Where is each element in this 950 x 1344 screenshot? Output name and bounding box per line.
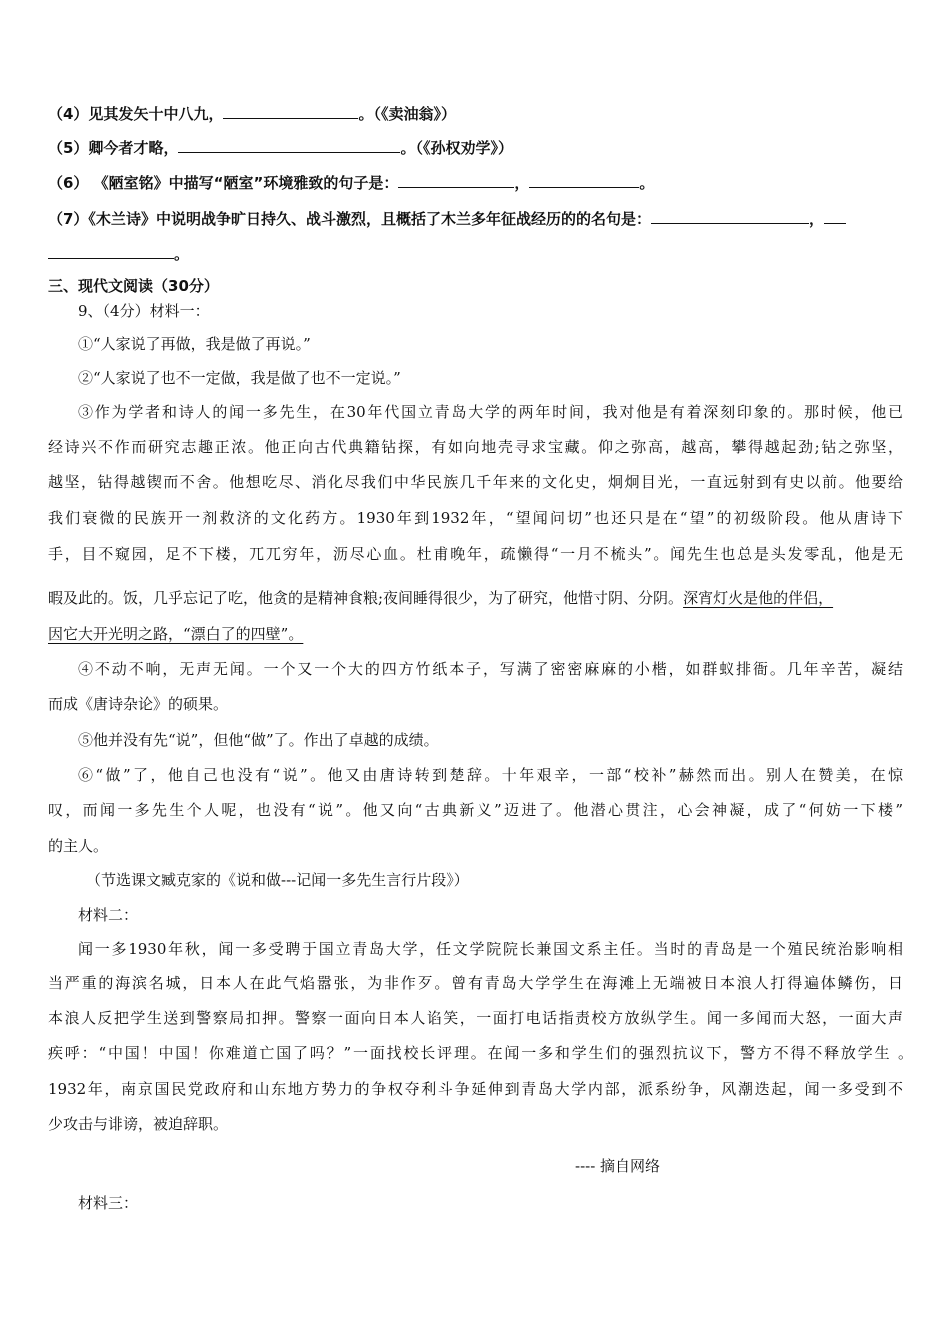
question-5 xyxy=(48,137,513,158)
question-4-suffix: 。（《卖油翁》） xyxy=(358,105,456,123)
paragraph-2: ②“人家说了也不一定做，我是做了也不一定说。” xyxy=(78,369,401,387)
question-5-suffix: 。（《孙权劝学》） xyxy=(400,139,513,157)
paragraph-3-line xyxy=(48,588,833,608)
question-7-suffix: 。 xyxy=(174,245,190,263)
paragraph-4-line: 而成《唐诗杂论》的硕果。 xyxy=(48,695,229,713)
paragraph-3-line: 经诗兴不作而研究志趣正浓。他正向古代典籍钻探，有如向地壳寻求宝藏。仰之弥高，越高，攀得越起劲;钻之弥坚， xyxy=(48,438,903,456)
section-heading: 三、现代文阅读（30分） xyxy=(48,277,219,295)
question-7-sep: ， xyxy=(808,210,824,228)
material-2-line: 少攻击与诽谤，被迫辞职。 xyxy=(48,1115,229,1133)
answer-blank[interactable] xyxy=(223,103,358,119)
paragraph-3-line: 我们衰微的民族开一剂救济的文化药方。1930年到1932年，“望闻问切”也还只是在“望”的初级阶段。他从唐诗下 xyxy=(48,509,903,527)
material-2-line: 本浪人反把学生送到警察局扣押。警察一面向日本人谄笑，一面打电话指责校方放纵学生。闻一多闻而大怒，一面大声 xyxy=(48,1009,903,1027)
paragraph-6-line: ⑥“做”了，他自己也没有“说”。他又由唐诗转到楚辞。十年艰辛，一部“校补”赫然而出。别人在赞美，在惊 xyxy=(78,766,903,784)
material-3-label: 材料三： xyxy=(78,1194,139,1212)
paragraph-6-line: 的主人。 xyxy=(48,837,109,855)
material-1-source: （节选课文臧克家的《说和做---记闻一多先生言行片段》） xyxy=(86,871,469,889)
paragraph-3-text: 暇及此的。饭，几乎忘记了吃，他贪的是精神食粮;夜间睡得很少，为了研究，他惜寸阴、分阴。 xyxy=(48,589,684,607)
question-7-continued xyxy=(48,243,189,264)
paragraph-3-line: 手，目不窥园，足不下楼，兀兀穷年，沥尽心血。杜甫晚年，疏懒得“一月不梳头”。闻先生也总是头发零乱，他是无 xyxy=(48,545,903,563)
underlined-sentence: 深宵灯火是他的伴侣， xyxy=(683,589,834,607)
material-2-line: 当严重的海滨名城，日本人在此气焰嚣张，为非作歹。曾有青岛大学学生在海滩上无端被日本浪人打得遍体鳞伤，日 xyxy=(48,974,903,992)
paragraph-3-line: ③作为学者和诗人的闻一多先生，在30年代国立青岛大学的两年时间，我对他是有着深刻印象的。那时候，他已 xyxy=(78,403,903,421)
answer-blank[interactable] xyxy=(529,172,639,188)
material-2-source: ---- 摘自网络 xyxy=(575,1157,661,1175)
material-2-line: 疾呼：“中国！中国！你难道亡国了吗？”一面找校长评理。在闻一多和学生们的强烈抗议下，警方不得不释放学生 。 xyxy=(48,1044,913,1062)
answer-blank[interactable] xyxy=(48,243,174,259)
material-2-line: 闻一多1930年秋，闻一多受聘于国立青岛大学，任文学院院长兼国文系主任。当时的青岛是一个殖民统治影响相 xyxy=(78,940,903,958)
paragraph-5: ⑤他并没有先“说”，但他“做”了。作出了卓越的成绩。 xyxy=(78,731,439,749)
paragraph-3-line: 越坚，钻得越锲而不舍。他想吃尽、消化尽我们中华民族几千年来的文化史，炯炯目光，一直远射到有史以前。他要给 xyxy=(48,473,903,491)
answer-blank[interactable] xyxy=(651,208,809,224)
paragraph-3-line xyxy=(48,624,303,644)
question-7-prefix: （7）《木兰诗》中说明战争旷日持久、战斗激烈，且概括了木兰多年征战经历的的名句是： xyxy=(48,210,651,228)
answer-blank[interactable] xyxy=(178,137,400,153)
material-2-line: 1932年，南京国民党政府和山东地方势力的争权夺利斗争延伸到青岛大学内部，派系纷争，风潮迭起，闻一多受到不 xyxy=(48,1080,903,1098)
paragraph-4-line: ④不动不响，无声无闻。一个又一个大的四方竹纸本子，写满了密密麻麻的小楷，如群蚁排衙。几年辛苦，凝结 xyxy=(78,660,903,678)
paragraph-6-line: 叹，而闻一多先生个人呢，也没有“说”。他又向“古典新义”迈进了。他潜心贯注，心会神凝，成了“何妨一下楼” xyxy=(48,801,903,819)
question-6-suffix: 。 xyxy=(639,174,655,192)
question-4-prefix: （4）见其发矢十中八九， xyxy=(48,105,224,123)
question-4 xyxy=(48,103,456,124)
question-6 xyxy=(48,172,654,193)
question-6-sep: ， xyxy=(514,174,530,192)
question-7 xyxy=(48,208,846,229)
question-5-prefix: （5）卿今者才略， xyxy=(48,139,179,157)
material-2-label: 材料二： xyxy=(78,906,139,924)
answer-blank[interactable] xyxy=(824,208,846,224)
underlined-sentence: 因它大开光明之路，“漂白了的四壁”。 xyxy=(48,625,304,643)
answer-blank[interactable] xyxy=(398,172,514,188)
question-9-intro: 9、（4分）材料一： xyxy=(78,302,210,320)
paragraph-1: ①“人家说了再做，我是做了再说。” xyxy=(78,335,311,353)
question-6-prefix: （6） 《陋室铭》中描写“陋室”环境雅致的句子是： xyxy=(48,174,399,192)
